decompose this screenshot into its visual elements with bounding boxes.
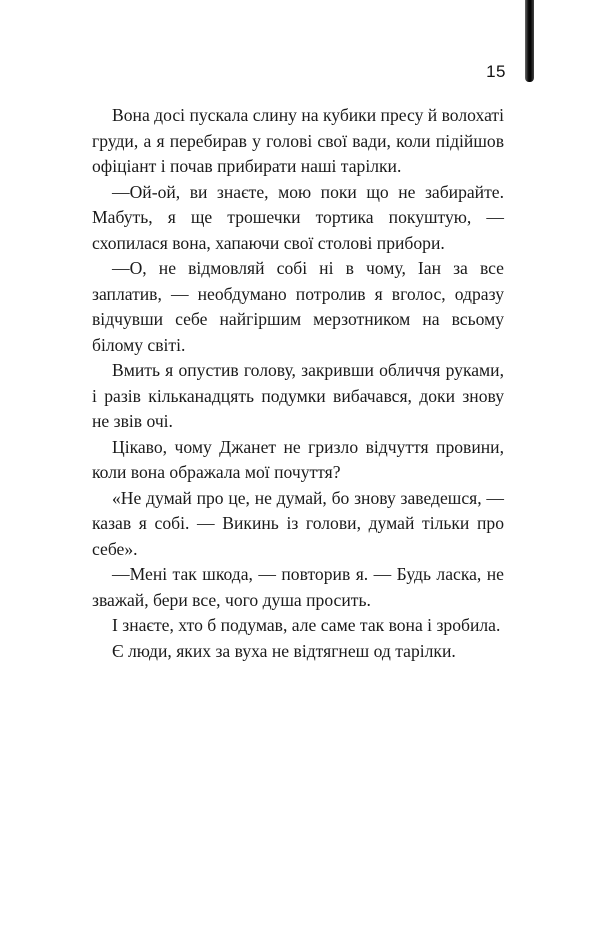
paragraph-dialogue: —Ой-ой, ви знаєте, мою поки що не забирайте. Мабуть, я ще трошечки тортика покуштую, — схопилася вона, хапаючи свої столові прибори. — [92, 181, 504, 253]
page-number: 15 — [486, 62, 506, 81]
paragraph: Є люди, яких за вуха не відтягнеш од тарілки. — [112, 640, 456, 661]
paragraph: І знаєте, хто б подумав, але саме так вона і зробила. — [112, 615, 501, 635]
paragraph: Вмить я опустив голову, закривши обличчя руками, і разів кільканадцять подумки вибачався, доки знову не звів очі. — [92, 360, 504, 431]
paragraph-dialogue: —О, не відмовляй собі ні в чому, Іан за все заплатив, — необдумано потролив я вголос, одразу відчувши себе найгіршим мерзотником на всьому білому світі. — [92, 258, 504, 355]
paragraph-quote: «Не думай про це, не думай, бо знову заведешся, — казав я собі. — Викинь із голови, думай тільки про себе». — [92, 487, 504, 559]
paragraph-dialogue: —Мені так шкода, — повторив я. — Будь ласка, не зважай, бери все, чого душа просить. — [92, 564, 504, 610]
paragraph: Цікаво, чому Джанет не гризло відчуття провини, коли вона ображала мої почуття? — [92, 436, 504, 482]
page-edge-thumb-mark — [525, 0, 534, 82]
body-text — [92, 103, 504, 664]
paragraph: Вона досі пускала слину на кубики пресу й волохаті груди, а я перебирав у голові свої вади, коли підійшов офіціант і почав прибирати наші тарілки. — [92, 105, 504, 176]
